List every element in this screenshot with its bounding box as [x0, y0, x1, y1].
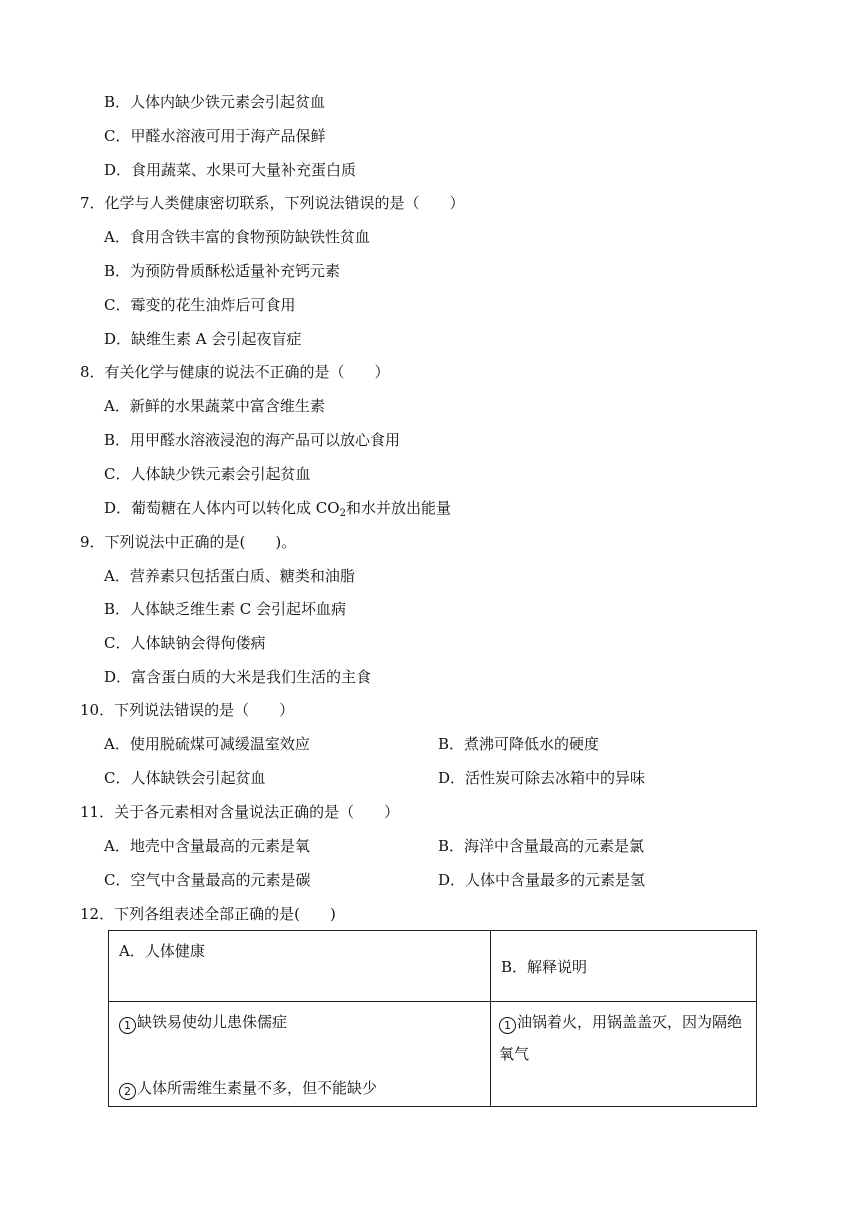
- list-item: [499, 1012, 742, 1034]
- table-body-row: [109, 1002, 757, 1107]
- q9-option-c: C．人体缺钠会得佝偻病: [104, 634, 266, 652]
- q8-option-a: A．新鲜的水果蔬菜中富含维生素: [104, 397, 325, 415]
- list-item: [119, 1078, 377, 1100]
- q10-option-a: A．使用脱硫煤可减缓温室效应: [104, 735, 310, 753]
- q7-option-a: A．食用含铁丰富的食物预防缺铁性贫血: [104, 228, 370, 246]
- a-item-1-text: 缺铁易使幼儿患侏儒症: [137, 1013, 288, 1031]
- table-cell-b-header: [491, 931, 757, 1002]
- q6-option-d: D．食用蔬菜、水果可大量补充蛋白质: [104, 161, 357, 179]
- circled-number-1: 1: [499, 1017, 516, 1034]
- question-12-stem: 12．下列各组表述全部正确的是( ): [80, 905, 336, 923]
- table-cell-a-header: [109, 931, 491, 1002]
- question-10-stem: 10．下列说法错误的是（ ）: [80, 701, 295, 719]
- column-b-title: B．解释说明: [501, 958, 588, 976]
- q11-option-a: A．地壳中含量最高的元素是氧: [104, 837, 310, 855]
- circled-number-1: 1: [119, 1017, 136, 1034]
- q11-option-d: D．人体中含量最多的元素是氢: [438, 871, 646, 889]
- q7-option-b: B．为预防骨质酥松适量补充钙元素: [104, 262, 341, 280]
- list-item: [119, 1012, 287, 1034]
- q8-option-c: C．人体缺少铁元素会引起贫血: [104, 465, 311, 483]
- column-a-title: A．人体健康: [119, 942, 205, 960]
- q8-option-d-text-end: 和水并放出能量: [345, 499, 451, 517]
- question-9-stem: 9．下列说法中正确的是( )。: [80, 533, 297, 551]
- q10-option-d: D．活性炭可除去冰箱中的异味: [438, 769, 646, 787]
- q6-option-c: C．甲醛水溶液可用于海产品保鲜: [104, 127, 326, 145]
- a-item-2-text: 人体所需维生素量不多，但不能缺少: [137, 1079, 378, 1097]
- q9-option-d: D．富含蛋白质的大米是我们生活的主食: [104, 668, 372, 686]
- q10-option-c: C．人体缺铁会引起贫血: [104, 769, 266, 787]
- q11-option-b: B．海洋中含量最高的元素是氯: [438, 837, 645, 855]
- q9-option-b: B．人体缺乏维生素 C 会引起坏血病: [104, 600, 347, 618]
- question-11-stem: 11．关于各元素相对含量说法正确的是（ ）: [80, 803, 400, 821]
- q6-option-b: B．人体内缺少铁元素会引起贫血: [104, 93, 326, 111]
- circled-number-2: 2: [119, 1083, 136, 1100]
- q11-option-c: C．空气中含量最高的元素是碳: [104, 871, 311, 889]
- table-header-row: [109, 931, 757, 1002]
- q7-option-c: C．霉变的花生油炸后可食用: [104, 296, 296, 314]
- q8-option-d-text: D．葡萄糖在人体内可以转化成 CO: [104, 499, 340, 517]
- question-8-stem: 8．有关化学与健康的说法不正确的是（ ）: [80, 363, 390, 381]
- b-item-1-continuation: 氧气: [499, 1045, 530, 1063]
- table-cell-b-body: [491, 1002, 757, 1107]
- q9-option-a: A．营养素只包括蛋白质、糖类和油脂: [104, 567, 355, 585]
- b-item-1-text: 油锅着火，用锅盖盖灭，因为隔绝: [517, 1013, 743, 1031]
- q10-option-b: B．煮沸可降低水的硬度: [438, 735, 600, 753]
- co2-subscript: 2: [339, 508, 346, 519]
- question-12-table: [108, 930, 757, 1107]
- question-7-stem: 7．化学与人类健康密切联系，下列说法错误的是（ ）: [80, 194, 465, 212]
- q8-option-b: B．用甲醛水溶液浸泡的海产品可以放心食用: [104, 431, 401, 449]
- q7-option-d: D．缺维生素 A 会引起夜盲症: [104, 330, 302, 348]
- q8-option-d: [104, 498, 451, 518]
- table-cell-a-body: [109, 1002, 491, 1107]
